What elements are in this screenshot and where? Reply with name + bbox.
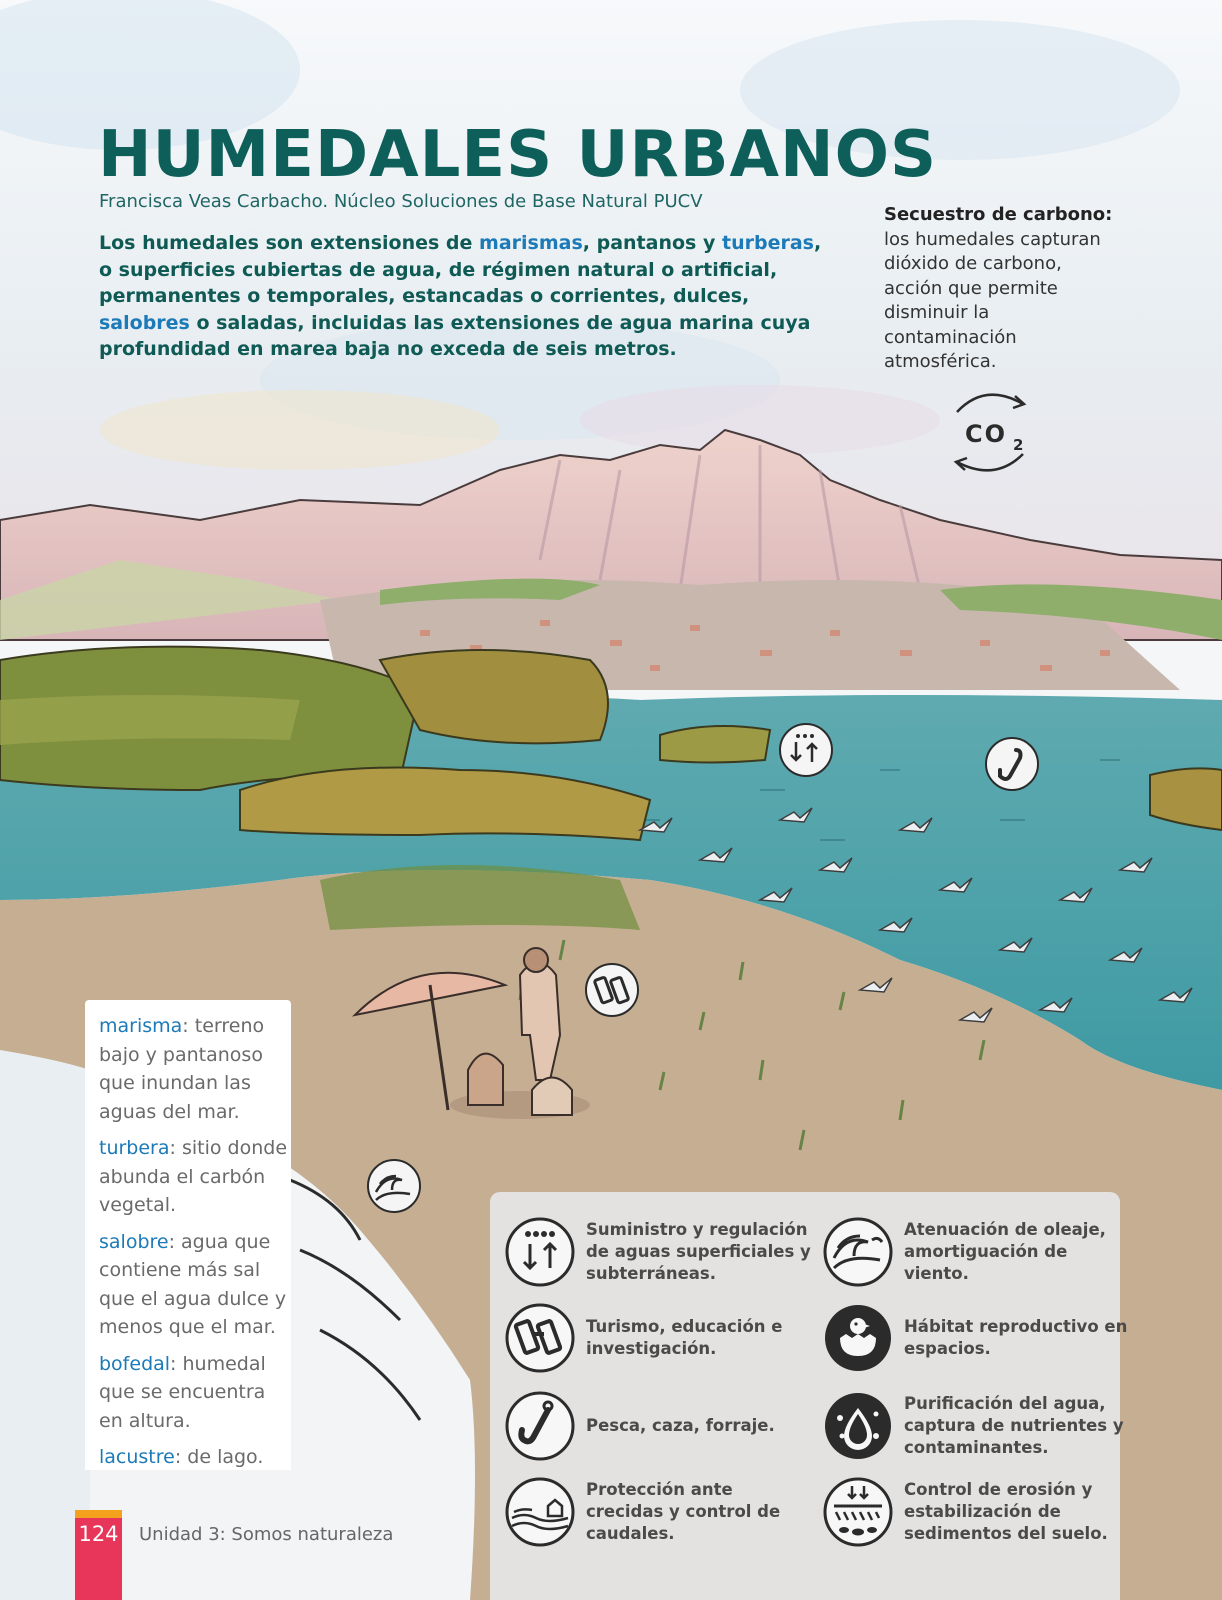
- unit-label: Unidad 3: Somos naturaleza: [139, 1524, 394, 1545]
- water-cycle-icon: [504, 1216, 576, 1288]
- page-number: 124: [78, 1522, 119, 1546]
- keyword-link[interactable]: turberas: [721, 232, 814, 254]
- service-item: [504, 1386, 814, 1466]
- service-label: Control de erosión y estabilización de sedimentos del suelo.: [904, 1480, 1108, 1543]
- glossary-entry: [99, 1012, 291, 1126]
- service-item: [504, 1212, 814, 1292]
- binoculars-badge: [584, 962, 640, 1018]
- glossary-term: lacustre: [99, 1446, 175, 1468]
- ecosystem-services-panel: [490, 1192, 1128, 1600]
- glossary-definition: : de lago.: [174, 1446, 264, 1468]
- intro-text: , pantanos y: [582, 232, 722, 254]
- keyword-link[interactable]: marismas: [479, 232, 583, 254]
- service-item: [822, 1298, 1132, 1378]
- co2-cycle-icon: [935, 382, 1045, 482]
- glossary-term: bofedal: [99, 1352, 171, 1375]
- service-label: Pesca, caza, forraje.: [586, 1416, 775, 1435]
- intro-text: Los humedales son extensiones de: [99, 232, 480, 254]
- intro-text: , o superficies cubiertas de agua, de régimen natural o artificial, permanentes o temporales, estancadas o corrientes, dulces,: [99, 232, 822, 307]
- service-label: Atenuación de oleaje, amortiguación de viento.: [904, 1220, 1106, 1283]
- glossary-entry: [99, 1134, 291, 1220]
- glossary-entry: [99, 1228, 291, 1342]
- service-label: Protección ante crecidas y control de caudales.: [586, 1480, 781, 1543]
- service-item: [504, 1472, 814, 1552]
- intro-text: o saladas, incluidas las extensiones de agua marina cuya profundidad en marea baja no exceda de seis metros.: [99, 311, 811, 360]
- glossary-definition: : humedal que se encuentra en altura.: [99, 1352, 266, 1432]
- author-credit: Francisca Veas Carbacho. Núcleo Soluciones de Base Natural PUCV: [99, 191, 703, 212]
- service-label: Suministro y regulación de aguas superficiales y subterráneas.: [586, 1220, 811, 1283]
- fishing-hook-badge: [984, 736, 1040, 792]
- water-cycle-badge: [778, 722, 834, 778]
- hatching-bird-icon: [822, 1302, 894, 1374]
- co2-label: CO: [965, 420, 1008, 448]
- service-item: [822, 1386, 1132, 1466]
- soil-erosion-icon: [822, 1476, 894, 1548]
- intro-paragraph: [99, 230, 839, 363]
- binoculars-icon: [504, 1302, 576, 1374]
- service-label: Hábitat reproductivo en espacios.: [904, 1317, 1128, 1358]
- glossary-term: turbera: [99, 1137, 170, 1159]
- glossary-entry: [99, 1350, 291, 1436]
- service-item: [504, 1298, 814, 1378]
- keyword-link[interactable]: salobres: [99, 311, 190, 334]
- glossary-term: marisma: [99, 1015, 183, 1037]
- glossary-entry: [99, 1443, 291, 1472]
- service-label: Turismo, educación e investigación.: [586, 1317, 783, 1358]
- carbon-text: los humedales capturan dióxido de carbono, acción que permite disminuir la contaminación atmosférica.: [884, 228, 1101, 372]
- glossary-definition: : sitio donde abunda el carbón vegetal.: [99, 1137, 288, 1216]
- glossary-definition: : terreno bajo y pantanoso que inundan las aguas del mar.: [99, 1015, 265, 1123]
- co2-subscript: 2: [1013, 436, 1024, 454]
- service-item: [822, 1212, 1132, 1292]
- fishing-hook-icon: [504, 1390, 576, 1462]
- wave-badge: [366, 1158, 422, 1214]
- water-drop-icon: [822, 1390, 894, 1462]
- carbon-sequestration-note: [884, 203, 1114, 375]
- page-number-tab: [75, 1510, 122, 1600]
- glossary-term: salobre: [99, 1230, 169, 1253]
- glossary-definition: : agua que contiene más sal que el agua dulce y menos que el mar.: [99, 1230, 287, 1338]
- carbon-heading: Secuestro de carbono:: [884, 204, 1113, 225]
- glossary-box: [85, 1000, 291, 1470]
- page-tab-accent: [75, 1510, 122, 1518]
- page-title: HUMEDALES URBANOS: [98, 118, 938, 192]
- service-label: Purificación del agua, captura de nutrientes y contaminantes.: [904, 1394, 1124, 1457]
- wave-icon: [822, 1216, 894, 1288]
- service-item: [822, 1472, 1132, 1552]
- flood-house-icon: [504, 1476, 576, 1548]
